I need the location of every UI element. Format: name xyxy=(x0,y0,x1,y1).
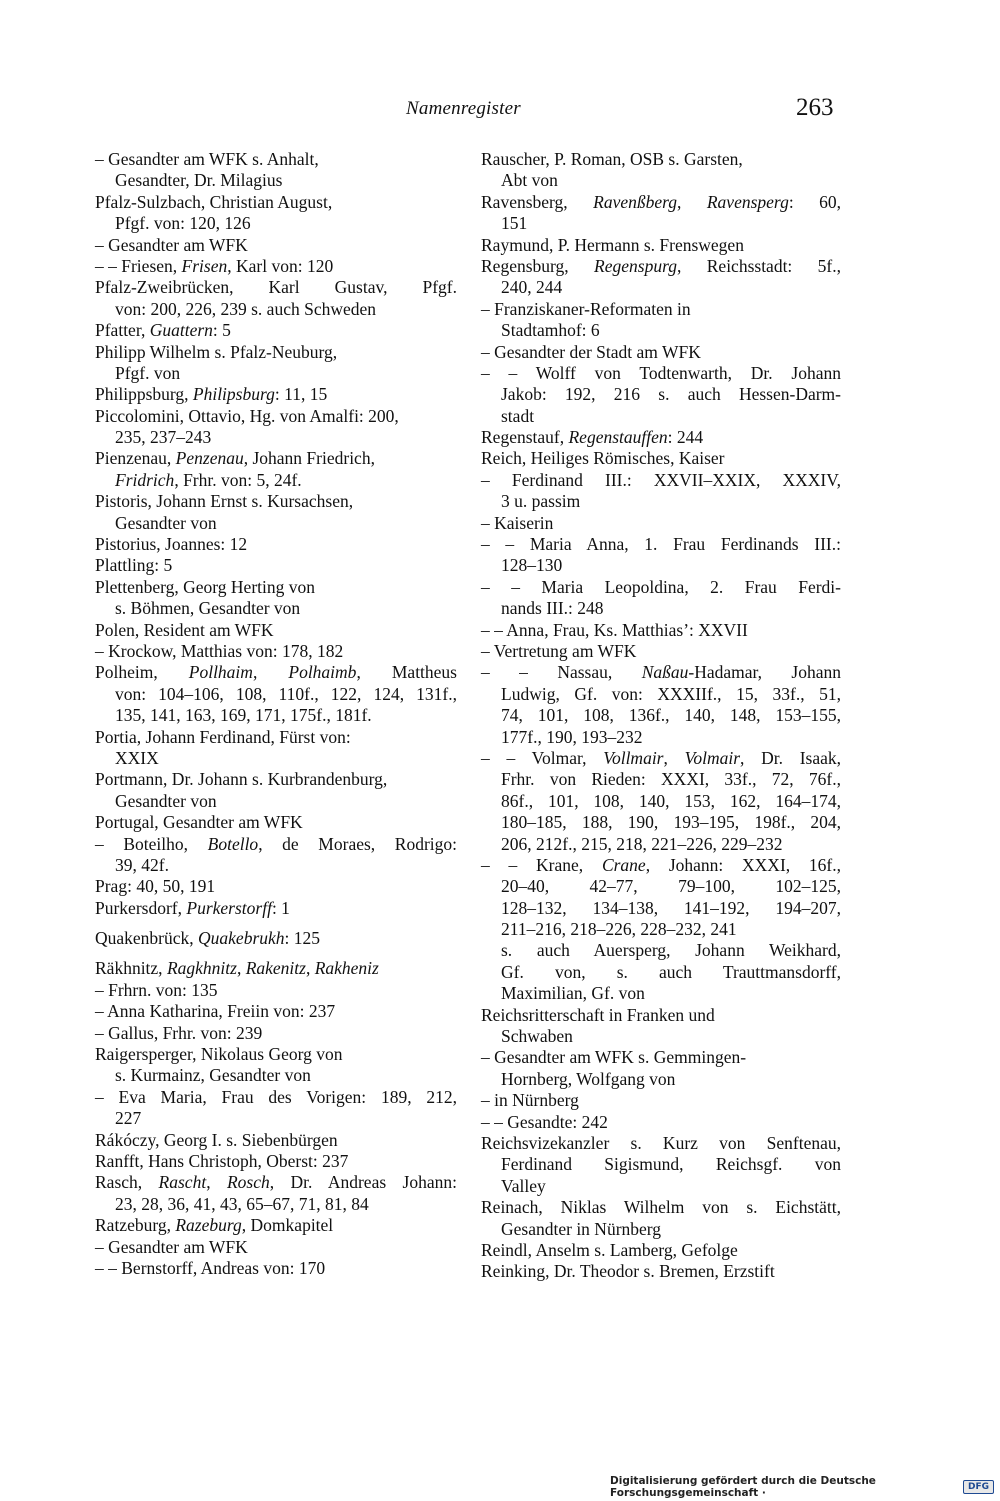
index-line: Raymund, P. Hermann s. Frenswegen xyxy=(481,234,744,255)
index-line: s. Kurmainz, Gesandter von xyxy=(115,1065,311,1086)
index-line: Reinach, Niklas Wilhelm von s. Eichstätt, xyxy=(481,1197,841,1218)
index-line: – – Maria Leopoldina, 2. Frau Ferdi- xyxy=(481,576,841,597)
index-column-right xyxy=(481,149,841,1283)
index-line: s. Böhmen, Gesandter von xyxy=(115,598,301,619)
index-line: Stadtamhof: 6 xyxy=(501,320,600,341)
index-line: – Gesandter der Stadt am WFK xyxy=(481,341,701,362)
running-title: Namenregister xyxy=(406,98,521,119)
index-line: – Anna Katharina, Freiin von: 237 xyxy=(95,1001,336,1022)
index-line: Portia, Johann Ferdinand, Fürst von: xyxy=(95,726,351,747)
index-line: – Gesandter am WFK xyxy=(95,1236,248,1257)
index-line: 86f., 101, 108, 140, 153, 162, 164–174, xyxy=(501,790,841,811)
index-line: Rauscher, P. Roman, OSB s. Garsten, xyxy=(481,149,743,169)
index-line: Pfgf. von xyxy=(115,362,181,383)
index-line: – – Maria Anna, 1. Frau Ferdinands III.: xyxy=(481,534,841,555)
index-line: Gesandter von xyxy=(115,790,217,811)
index-line: XXIX xyxy=(115,747,159,768)
page-number: 263 xyxy=(796,94,834,121)
index-line: Ratzeburg, Razeburg, Domkapitel xyxy=(95,1215,334,1236)
index-line: – Gesandter am WFK s. Anhalt, xyxy=(95,149,319,169)
index-line: Reichsritterschaft in Franken und xyxy=(481,1004,715,1025)
index-line: Rákóczy, Georg I. s. Siebenbürgen xyxy=(95,1129,338,1150)
index-line: Gesandter, Dr. Milagius xyxy=(115,170,283,191)
index-line: Rasch, Rascht, Rosch, Dr. Andreas Johann: xyxy=(95,1172,457,1193)
index-line: 211–216, 218–226, 228–232, 241 xyxy=(501,919,737,940)
index-line: – Gesandter am WFK xyxy=(95,234,248,255)
index-line: Pfatter, Guattern: 5 xyxy=(95,320,231,341)
index-line: 39, 42f. xyxy=(115,854,169,875)
index-line: Abt von xyxy=(501,170,558,191)
index-line: 151 xyxy=(501,213,528,234)
index-line: 23, 28, 36, 41, 43, 65–67, 71, 81, 84 xyxy=(115,1193,369,1214)
index-line: s. auch Auersperg, Johann Weikhard, xyxy=(501,940,841,961)
index-line: Fridrich, Frhr. von: 5, 24f. xyxy=(115,469,302,490)
index-line: Maximilian, Gf. von xyxy=(501,983,645,1004)
index-line: Gesandter von xyxy=(115,512,217,533)
index-line: Pfalz-Zweibrücken, Karl Gustav, Pfgf. xyxy=(95,277,457,298)
index-line: – Gallus, Frhr. von: 239 xyxy=(95,1022,263,1043)
page-header xyxy=(0,94,1000,128)
index-line: – – Krane, Crane, Johann: XXXI, 16f., xyxy=(481,854,841,875)
index-line: Portugal, Gesandter am WFK xyxy=(95,812,303,833)
index-line: Raigersperger, Nikolaus Georg von xyxy=(95,1044,343,1065)
index-line: Pienzenau, Penzenau, Johann Friedrich, xyxy=(95,448,375,469)
index-line: Polheim, Pollhaim, Polhaimb, Mattheus xyxy=(95,662,457,683)
index-line: – Ferdinand III.: XXVII–XXIX, XXXIV, xyxy=(481,469,841,490)
index-line: 3 u. passim xyxy=(501,491,581,512)
index-line: 20–40, 42–77, 79–100, 102–125, xyxy=(501,876,841,897)
index-line: – Franziskaner-Reformaten in xyxy=(481,298,691,319)
index-line: – – Nassau, Naßau-Hadamar, Johann xyxy=(481,662,842,683)
index-line: – Vertretung am WFK xyxy=(481,640,637,661)
index-line: Purkersdorf, Purkerstorff: 1 xyxy=(95,897,290,918)
index-line: – Frhrn. von: 135 xyxy=(95,979,218,1000)
index-line: Ludwig, Gf. von: XXXIIf., 15, 33f., 51, xyxy=(501,683,841,704)
index-line: – – Gesandte: 242 xyxy=(481,1111,608,1132)
index-line: Philippsburg, Philipsburg: 11, 15 xyxy=(95,384,328,405)
index-line: Räkhnitz, Ragkhnitz, Rakenitz, Rakheniz xyxy=(95,958,379,979)
index-line: Pistorius, Joannes: 12 xyxy=(95,534,248,555)
index-line: 206, 212f., 215, 218, 221–226, 229–232 xyxy=(501,833,783,854)
index-line: Pfgf. von: 120, 126 xyxy=(115,213,251,234)
index-line: Valley xyxy=(501,1175,546,1196)
index-line: Gesandter in Nürnberg xyxy=(501,1218,662,1239)
index-line: Schwaben xyxy=(501,1026,573,1047)
index-line: Jakob: 192, 216 s. auch Hessen-Darm- xyxy=(501,384,841,405)
index-line: 235, 237–243 xyxy=(115,427,212,448)
index-line: stadt xyxy=(501,405,535,426)
index-line: Reich, Heiliges Römisches, Kaiser xyxy=(481,448,725,469)
index-line: Pistoris, Johann Ernst s. Kursachsen, xyxy=(95,491,354,512)
index-line: 135, 141, 163, 169, 171, 175f., 181f. xyxy=(115,705,372,726)
index-line: Polen, Resident am WFK xyxy=(95,619,274,640)
index-line: 227 xyxy=(115,1108,142,1129)
index-line: – in Nürnberg xyxy=(481,1090,579,1111)
index-line: Prag: 40, 50, 191 xyxy=(95,876,216,897)
index-line: Portmann, Dr. Johann s. Kurbrandenburg, xyxy=(95,769,388,790)
index-line: Quakenbrück, Quakebrukh: 125 xyxy=(95,928,321,949)
index-line: Plattling: 5 xyxy=(95,555,173,576)
index-line: 74, 101, 108, 136f., 140, 148, 153–155, xyxy=(501,705,841,726)
index-line: von: 104–106, 108, 110f., 122, 124, 131f., xyxy=(115,683,457,704)
index-line: 177f., 190, 193–232 xyxy=(501,726,643,747)
index-line: – – Friesen, Frisen, Karl von: 120 xyxy=(95,255,334,276)
index-line: 128–132, 134–138, 141–192, 194–207, xyxy=(501,897,841,918)
index-line: Regenstauf, Regenstauffen: 244 xyxy=(481,427,704,448)
index-line: Reichsvizekanzler s. Kurz von Senftenau, xyxy=(481,1132,841,1153)
index-line: – Kaiserin xyxy=(481,512,554,533)
index-line: – – Bernstorff, Andreas von: 170 xyxy=(95,1257,326,1278)
index-line: – – Anna, Frau, Ks. Matthias’: XXVII xyxy=(481,619,748,640)
index-line: Reindl, Anselm s. Lamberg, Gefolge xyxy=(481,1239,738,1260)
index-line: 128–130 xyxy=(501,555,563,576)
index-line: von: 200, 226, 239 s. auch Schweden xyxy=(115,298,377,319)
index-line: – Boteilho, Botello, de Moraes, Rodrigo: xyxy=(95,833,457,854)
index-line: – Eva Maria, Frau des Vorigen: 189, 212, xyxy=(95,1086,457,1107)
index-line: nands III.: 248 xyxy=(501,598,604,619)
index-line: Frhr. von Rieden: XXXI, 33f., 72, 76f., xyxy=(501,769,841,790)
index-line: Gf. von, s. auch Trauttmansdorff, xyxy=(501,961,841,982)
index-line: Ferdinand Sigismund, Reichsgf. von xyxy=(501,1154,841,1175)
index-line: Ranfft, Hans Christoph, Oberst: 237 xyxy=(95,1150,349,1171)
index-line: Ravensberg, Ravenßberg, Ravensperg: 60, xyxy=(481,191,842,212)
digitization-credit xyxy=(610,1477,994,1497)
index-line: 240, 244 xyxy=(501,277,563,298)
index-line: Hornberg, Wolfgang von xyxy=(501,1068,676,1089)
index-column-left xyxy=(95,149,457,1279)
credit-text: Digitalisierung gefördert durch die Deutsche Forschungsgemeinschaft · xyxy=(610,1475,876,1499)
index-line: Philipp Wilhelm s. Pfalz-Neuburg, xyxy=(95,341,338,362)
index-line: 180–185, 188, 190, 193–195, 198f., 204, xyxy=(501,812,841,833)
index-line: Piccolomini, Ottavio, Hg. von Amalfi: 200, xyxy=(95,405,399,426)
dfg-logo: DFG xyxy=(963,1480,994,1494)
index-line: Pfalz-Sulzbach, Christian August, xyxy=(95,191,333,212)
index-line: Plettenberg, Georg Herting von xyxy=(95,576,316,597)
index-line: – – Wolff von Todtenwarth, Dr. Johann xyxy=(481,362,841,383)
index-line: – – Volmar, Vollmair, Volmair, Dr. Isaak, xyxy=(481,747,842,768)
index-line: Reinking, Dr. Theodor s. Bremen, Erzstift xyxy=(481,1261,775,1282)
index-line: Regensburg, Regenspurg, Reichsstadt: 5f., xyxy=(481,255,842,276)
index-line: – Krockow, Matthias von: 178, 182 xyxy=(95,640,344,661)
index-line: – Gesandter am WFK s. Gemmingen- xyxy=(481,1047,747,1068)
